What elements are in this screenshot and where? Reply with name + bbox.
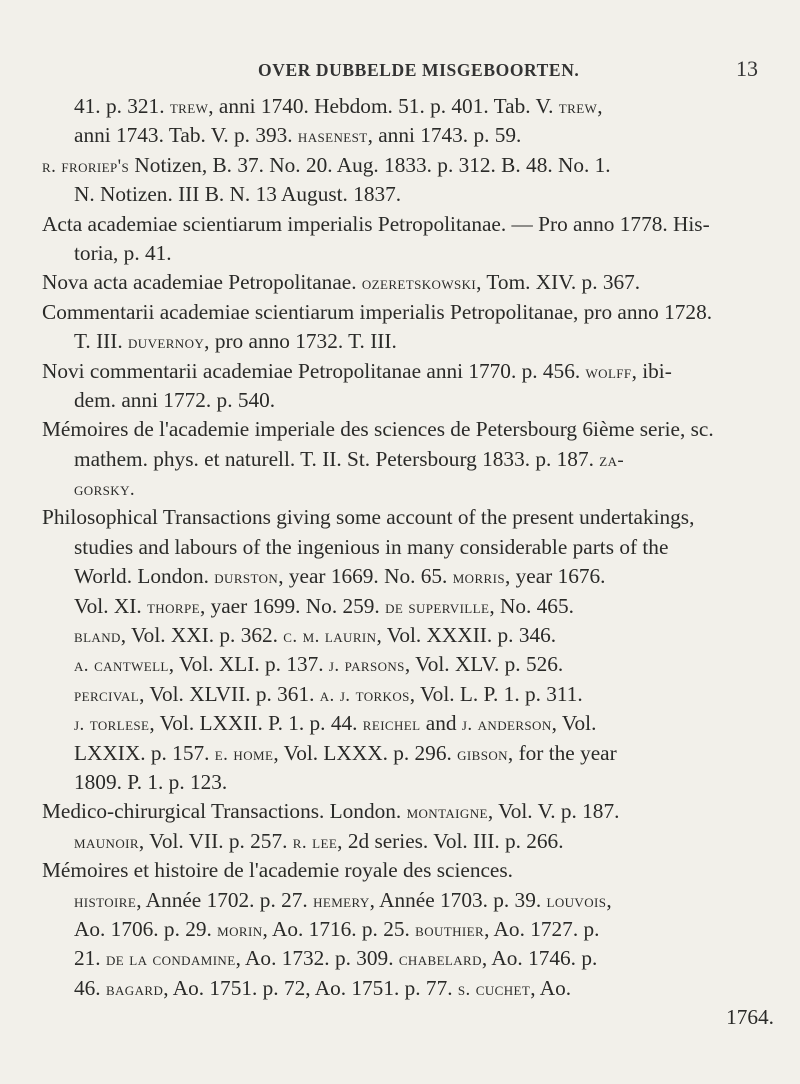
author-name: e. home (214, 743, 274, 765)
text-segment: anni 1743. Tab. V. p. 393. (74, 123, 298, 148)
text-segment: Novi commentarii academiae Petropolitanae anni 1770. p. 456. (42, 358, 586, 383)
author-name: bouthier (415, 919, 485, 941)
text-line (42, 915, 777, 944)
text-segment: , Ao. 1746. p. (481, 946, 598, 971)
text-segment: Medico-chirurgical Transactions. London. (42, 799, 407, 824)
text-segment: , Ao. 1732. p. 309. (235, 946, 399, 971)
text-line (42, 121, 777, 150)
text-line (42, 327, 777, 356)
text-segment: , Ao. (530, 975, 572, 1000)
author-name: bagard (105, 978, 164, 1000)
author-name: hasenest (297, 126, 368, 148)
page-number: 13 (736, 56, 758, 81)
text-segment: , Vol. L. P. 1. p. 311. (409, 681, 583, 706)
text-line (42, 827, 777, 856)
author-name: wolff (585, 361, 632, 383)
text-line (42, 415, 777, 444)
text-segment: Mémoires de l'academie imperiale des sciences de Petersbourg 6ième serie, sc. (42, 417, 714, 442)
text-segment: Vol. XI. (74, 593, 147, 618)
text-segment: , pro anno 1732. T. III. (204, 329, 397, 354)
text-segment: 46. (74, 975, 106, 1000)
text-segment: 1764. (726, 1005, 774, 1030)
running-title: OVER DUBBELDE MISGEBOORTEN. (258, 60, 580, 80)
text-line (42, 944, 777, 973)
text-segment: , Vol. VII. p. 257. (138, 828, 293, 853)
text-segment: Nova acta academiae Petropolitanae. (42, 270, 362, 295)
text-segment: Acta academiae scientiarum imperialis Petropolitanae. — Pro anno 1778. His- (42, 211, 710, 236)
text-line (42, 592, 777, 621)
text-segment: , Vol. XXI. p. 362. (120, 623, 284, 648)
text-segment: , No. 465. (489, 593, 574, 618)
text-line (42, 680, 777, 709)
text-segment: mathem. phys. et naturell. T. II. St. Petersbourg 1833. p. 187. (74, 446, 600, 471)
text-line (42, 210, 777, 239)
text-line (42, 797, 777, 826)
author-name: percival (74, 684, 140, 706)
text-segment: , Vol. XLV. p. 526. (404, 652, 564, 677)
text-line (42, 562, 777, 591)
text-segment: , year 1676. (504, 564, 606, 589)
text-segment: studies and labours of the ingenious in many considerable parts of the (74, 534, 669, 559)
author-name: hemery (313, 890, 370, 912)
text-segment: and (420, 711, 462, 736)
text-segment: World. London. (74, 564, 215, 589)
text-segment: Philosophical Transactions giving some account of the present undertakings, (42, 505, 695, 530)
text-line (42, 974, 777, 1003)
author-name: morris (452, 567, 505, 589)
text-segment: Mémoires et histoire de l'academie royale des sciences. (42, 858, 513, 883)
text-segment: , Vol. LXXX. p. 296. (273, 740, 458, 765)
author-name: r. lee (292, 831, 338, 853)
text-line (42, 533, 777, 562)
text-segment: , Vol. (551, 711, 597, 736)
author-name: bland (74, 626, 121, 648)
text-segment: 21. (74, 946, 106, 971)
author-name: j. parsons (328, 655, 405, 677)
text-segment: , Vol. XXXII. p. 346. (376, 623, 557, 648)
text-line (42, 386, 777, 415)
text-segment: , Vol. LXXII. P. 1. p. 44. (149, 711, 363, 736)
bibliography-text (42, 92, 777, 1033)
author-name: za- (599, 449, 625, 471)
text-segment: Commentarii academiae scientiarum imperialis Petropolitanae, pro anno 1728. (42, 299, 713, 324)
text-segment: , anni 1743. p. 59. (367, 123, 522, 148)
text-segment: N. Notizen. III B. N. 13 August. 1837. (74, 182, 402, 207)
author-name: montaigne (406, 802, 488, 824)
text-line (42, 856, 777, 885)
text-segment: , Tom. XIV. p. 367. (476, 270, 641, 295)
text-segment: , Ao. 1727. p. (484, 916, 600, 941)
text-segment: , Vol. XLI. p. 137. (168, 652, 329, 677)
author-name: morin (217, 919, 263, 941)
author-name: a. cantwell (74, 655, 169, 677)
text-line (42, 239, 777, 268)
text-line (42, 151, 777, 180)
author-name: c. m. laurin (283, 626, 377, 648)
text-segment: toria, p. 41. (74, 240, 172, 265)
text-segment: T. III. (74, 329, 129, 354)
text-line (42, 650, 777, 679)
text-segment: dem. anni 1772. p. 540. (74, 387, 276, 412)
text-segment: , anni 1740. Hebdom. 51. p. 401. Tab. V. (208, 94, 559, 118)
author-name: ozeretskowski (361, 273, 477, 295)
text-segment: 41. p. 321. (74, 94, 170, 118)
text-segment: , (597, 94, 603, 118)
author-name: chabelard (398, 949, 482, 971)
author-name: trew (169, 97, 209, 118)
text-segment: , ibi- (631, 358, 672, 383)
author-name: thorpe (146, 596, 200, 618)
text-line (42, 357, 777, 386)
text-segment: 1809. P. 1. p. 123. (74, 769, 228, 794)
author-name: s. cuchet (457, 978, 531, 1000)
text-segment: , Année 1702. p. 27. (136, 887, 314, 912)
text-segment: , Ao. 1716. p. 25. (262, 916, 416, 941)
text-segment: , for the year (507, 740, 617, 765)
author-name: a. j. torkos (319, 684, 410, 706)
text-line (42, 503, 777, 532)
author-name: de la condamine (105, 949, 236, 971)
text-line (42, 298, 777, 327)
text-segment: , Vol. XLVII. p. 361. (139, 681, 320, 706)
author-name: j. torlese (74, 714, 150, 736)
author-name: duvernoy (128, 332, 205, 354)
text-line (42, 709, 777, 738)
text-segment: , Année 1703. p. 39. (369, 887, 547, 912)
author-name: r. froriep's (42, 155, 130, 177)
running-head (0, 58, 800, 84)
author-name: louvois (546, 890, 607, 912)
text-line (42, 739, 777, 768)
text-line (42, 621, 777, 650)
author-name: histoire (74, 890, 137, 912)
text-segment: , 2d series. Vol. III. p. 266. (337, 828, 564, 853)
text-segment: , Ao. 1751. p. 72, Ao. 1751. p. 77. (163, 975, 458, 1000)
text-segment: Notizen, B. 37. No. 20. Aug. 1833. p. 312. B. 48. No. 1. (129, 152, 611, 177)
author-name: durston (214, 567, 279, 589)
text-segment: , year 1669. No. 65. (278, 564, 453, 589)
text-line (42, 474, 777, 503)
text-line (42, 886, 777, 915)
text-segment: LXXIX. p. 157. (74, 740, 215, 765)
author-name: trew (558, 97, 598, 118)
text-line (42, 180, 777, 209)
author-name: gibson (457, 743, 508, 765)
text-line (42, 445, 777, 474)
text-segment: , yaer 1699. No. 259. (199, 593, 386, 618)
text-segment: , Vol. V. p. 187. (487, 799, 620, 824)
text-line (42, 92, 777, 121)
text-line (42, 268, 777, 297)
text-line (42, 1003, 777, 1032)
text-segment: Ao. 1706. p. 29. (74, 916, 218, 941)
author-name: reichel (362, 714, 421, 736)
author-name: j. anderson (461, 714, 552, 736)
text-line (42, 768, 777, 797)
author-name: gorsky. (74, 479, 136, 501)
author-name: de superville (385, 596, 490, 618)
author-name: maunoir (74, 831, 139, 853)
text-segment: , (606, 887, 612, 912)
